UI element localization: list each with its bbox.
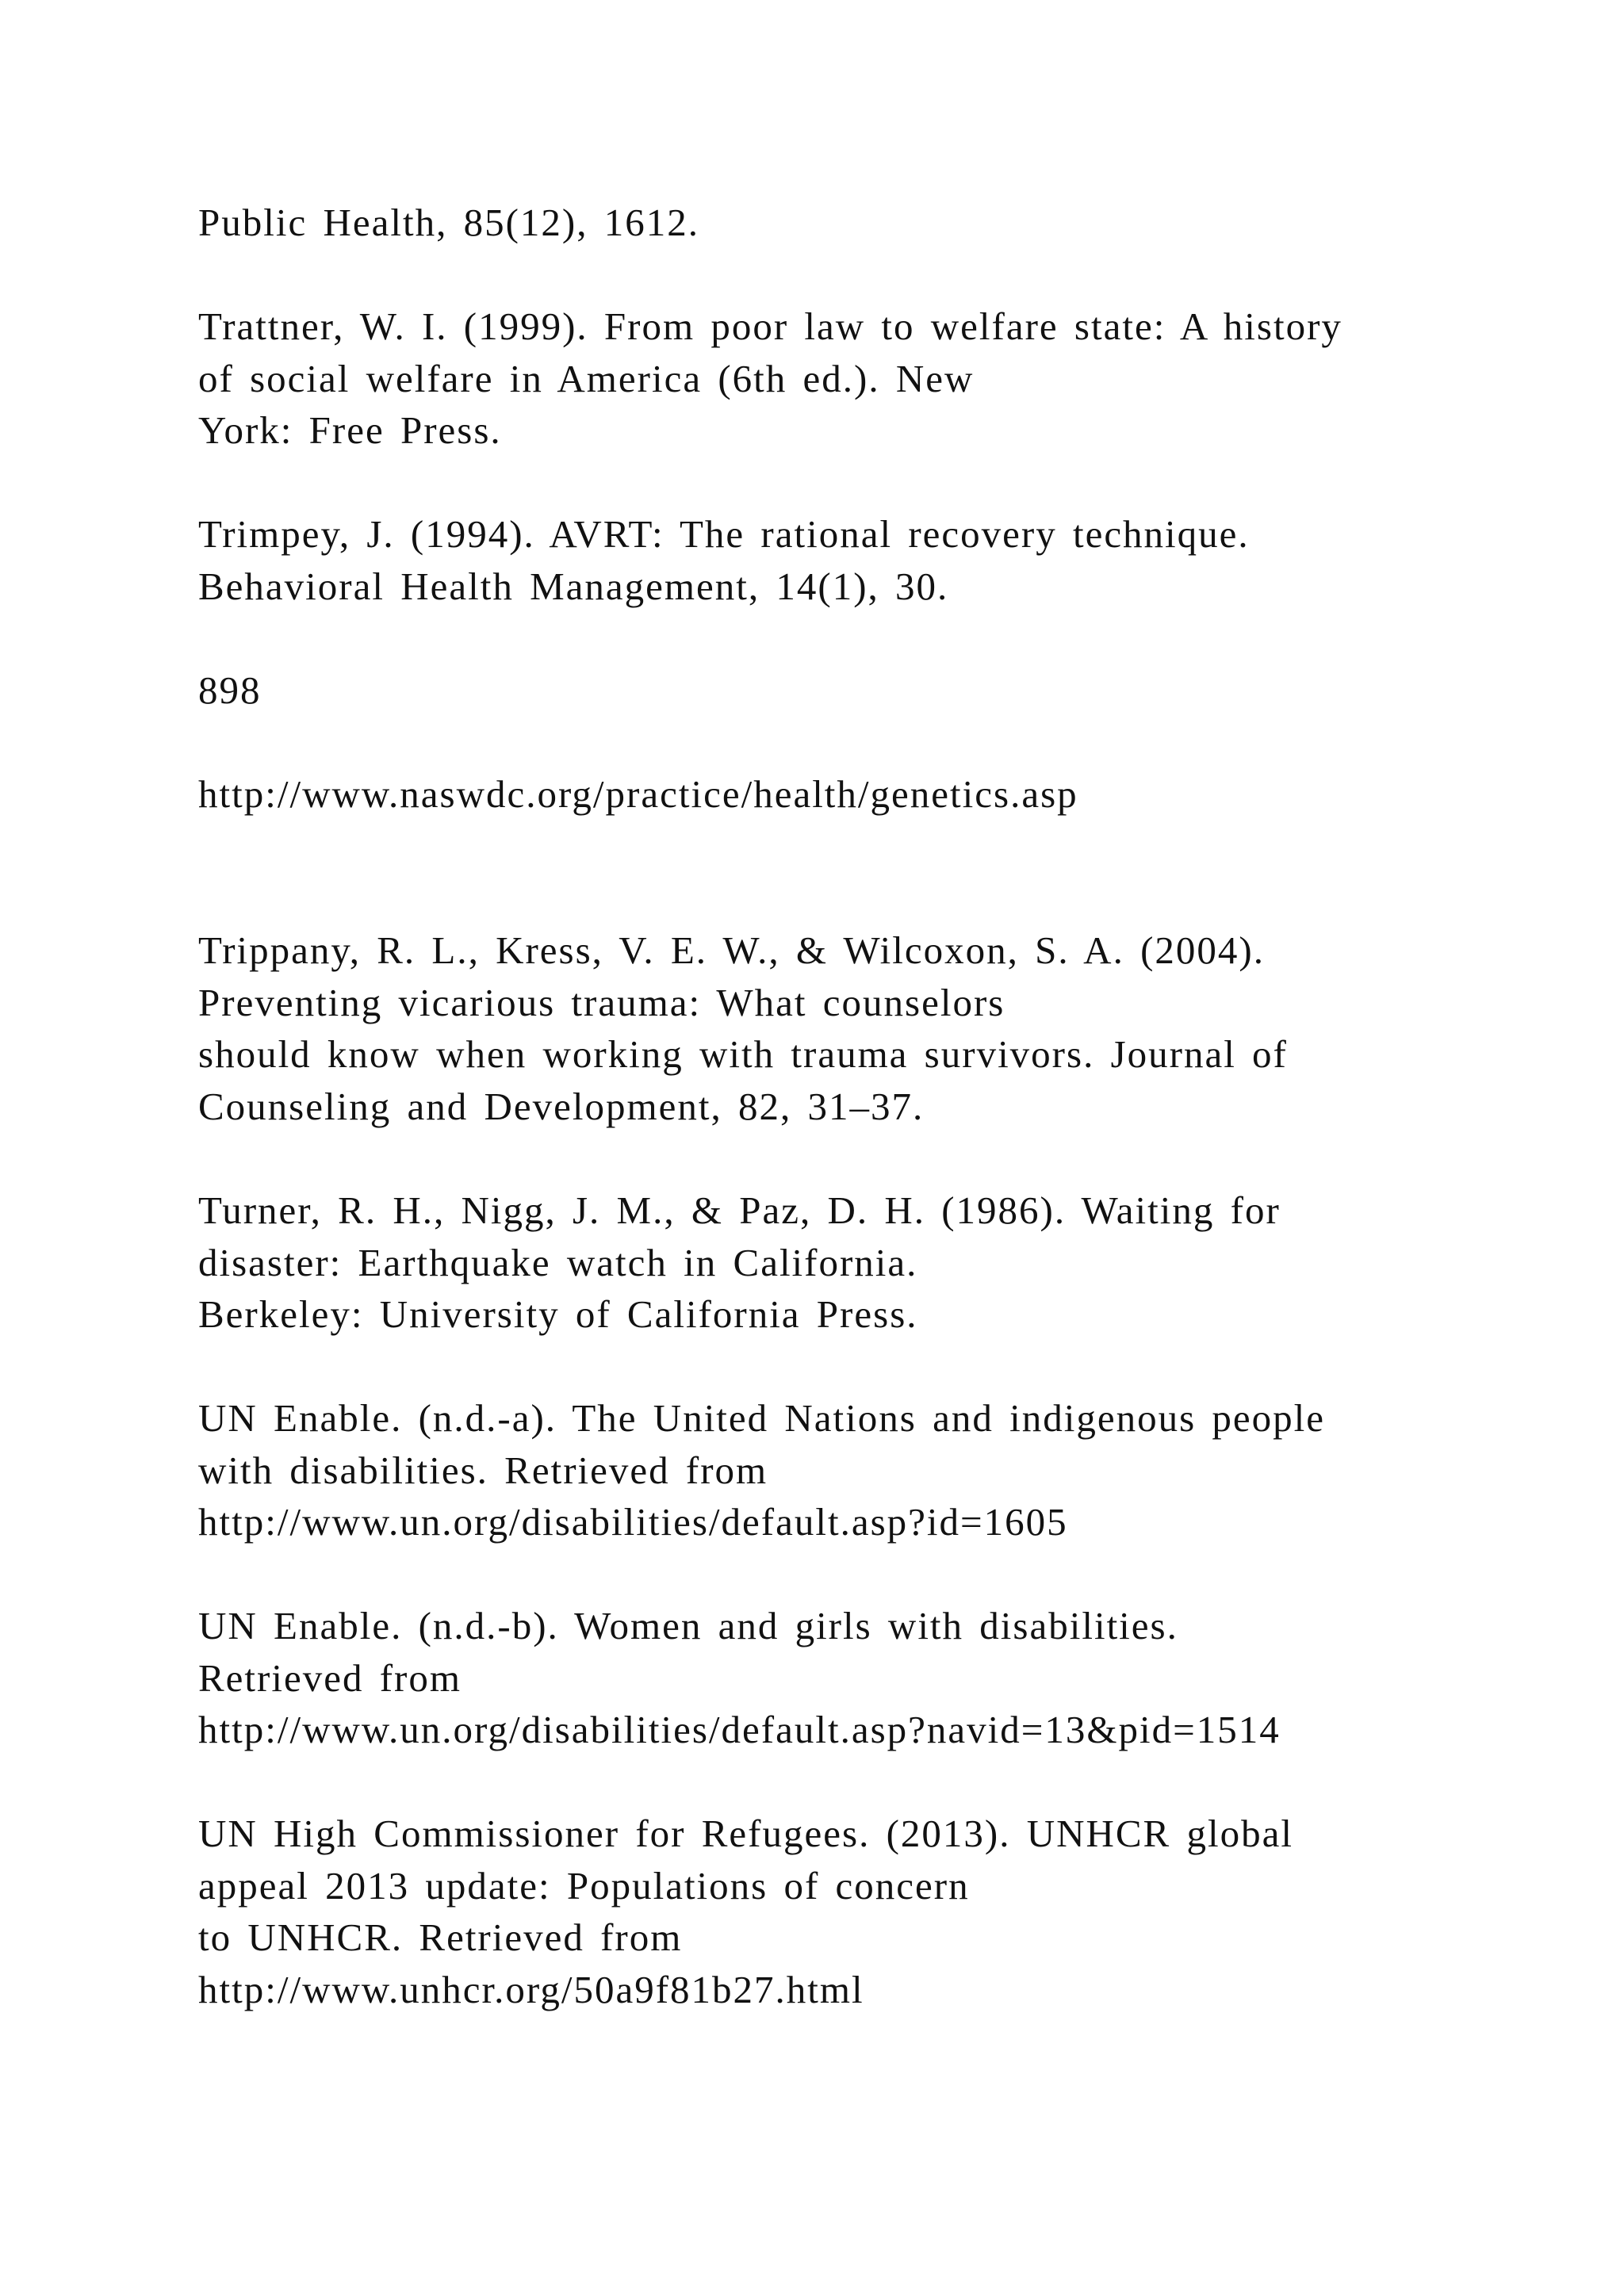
page-number-text: 898 [198, 668, 262, 712]
reference-line: Berkeley: University of California Press. [198, 1292, 918, 1336]
page-number [198, 664, 1546, 717]
reference-line: UN High Commissioner for Refugees. (2013). UNHCR global [198, 1812, 1293, 1855]
reference-line: appeal 2013 update: Populations of concern [198, 1863, 970, 1908]
reference-entry-trimpey [198, 508, 1546, 612]
reference-line: Retrieved from [198, 1655, 462, 1700]
reference-entry-un-enable-a [198, 1392, 1546, 1548]
reference-line: with disabilities. Retrieved from [198, 1448, 768, 1492]
reference-entry-un-enable-b [198, 1600, 1546, 1756]
page-url-text: http://www.naswdc.org/practice/health/genetics.asp [198, 772, 1078, 816]
reference-line: Behavioral Health Management, 14(1), 30. [198, 564, 949, 608]
reference-line: York: Free Press. [198, 408, 502, 452]
reference-line: disaster: Earthquake watch in California. [198, 1240, 918, 1284]
reference-line: http://www.un.org/disabilities/default.asp?navid=13&pid=1514 [198, 1708, 1281, 1751]
reference-line: http://www.unhcr.org/50a9f81b27.html [198, 1967, 864, 2011]
reference-line: Turner, R. H., Nigg, J. M., & Paz, D. H. (1986). Waiting for [198, 1188, 1281, 1232]
reference-entry-trippany [198, 924, 1546, 1132]
reference-line: Trippany, R. L., Kress, V. E. W., & Wilcoxon, S. A. (2004). [198, 928, 1265, 972]
reference-entry-trattner [198, 300, 1546, 457]
reference-line: of social welfare in America (6th ed.). New [198, 356, 975, 400]
reference-line: Preventing vicarious trauma: What counselors [198, 980, 1005, 1024]
reference-line: to UNHCR. Retrieved from [198, 1915, 683, 1959]
reference-line: Counseling and Development, 82, 31–37. [198, 1084, 925, 1128]
reference-line: UN Enable. (n.d.-b). Women and girls with disabilities. [198, 1604, 1178, 1647]
reference-entry-turner [198, 1184, 1546, 1341]
reference-entry-unhcr [198, 1808, 1546, 2015]
reference-line: Public Health, 85(12), 1612. [198, 201, 699, 244]
page-url [198, 768, 1546, 821]
reference-line: should know when working with trauma survivors. Journal of [198, 1032, 1288, 1076]
reference-line: Trimpey, J. (1994). AVRT: The rational recovery technique. [198, 512, 1250, 556]
reference-entry-public-health [198, 197, 1546, 249]
reference-line: UN Enable. (n.d.-a). The United Nations and indigenous people [198, 1396, 1326, 1440]
reference-line: http://www.un.org/disabilities/default.asp?id=1605 [198, 1500, 1068, 1544]
reference-line: Trattner, W. I. (1999). From poor law to welfare state: A history [198, 304, 1342, 348]
